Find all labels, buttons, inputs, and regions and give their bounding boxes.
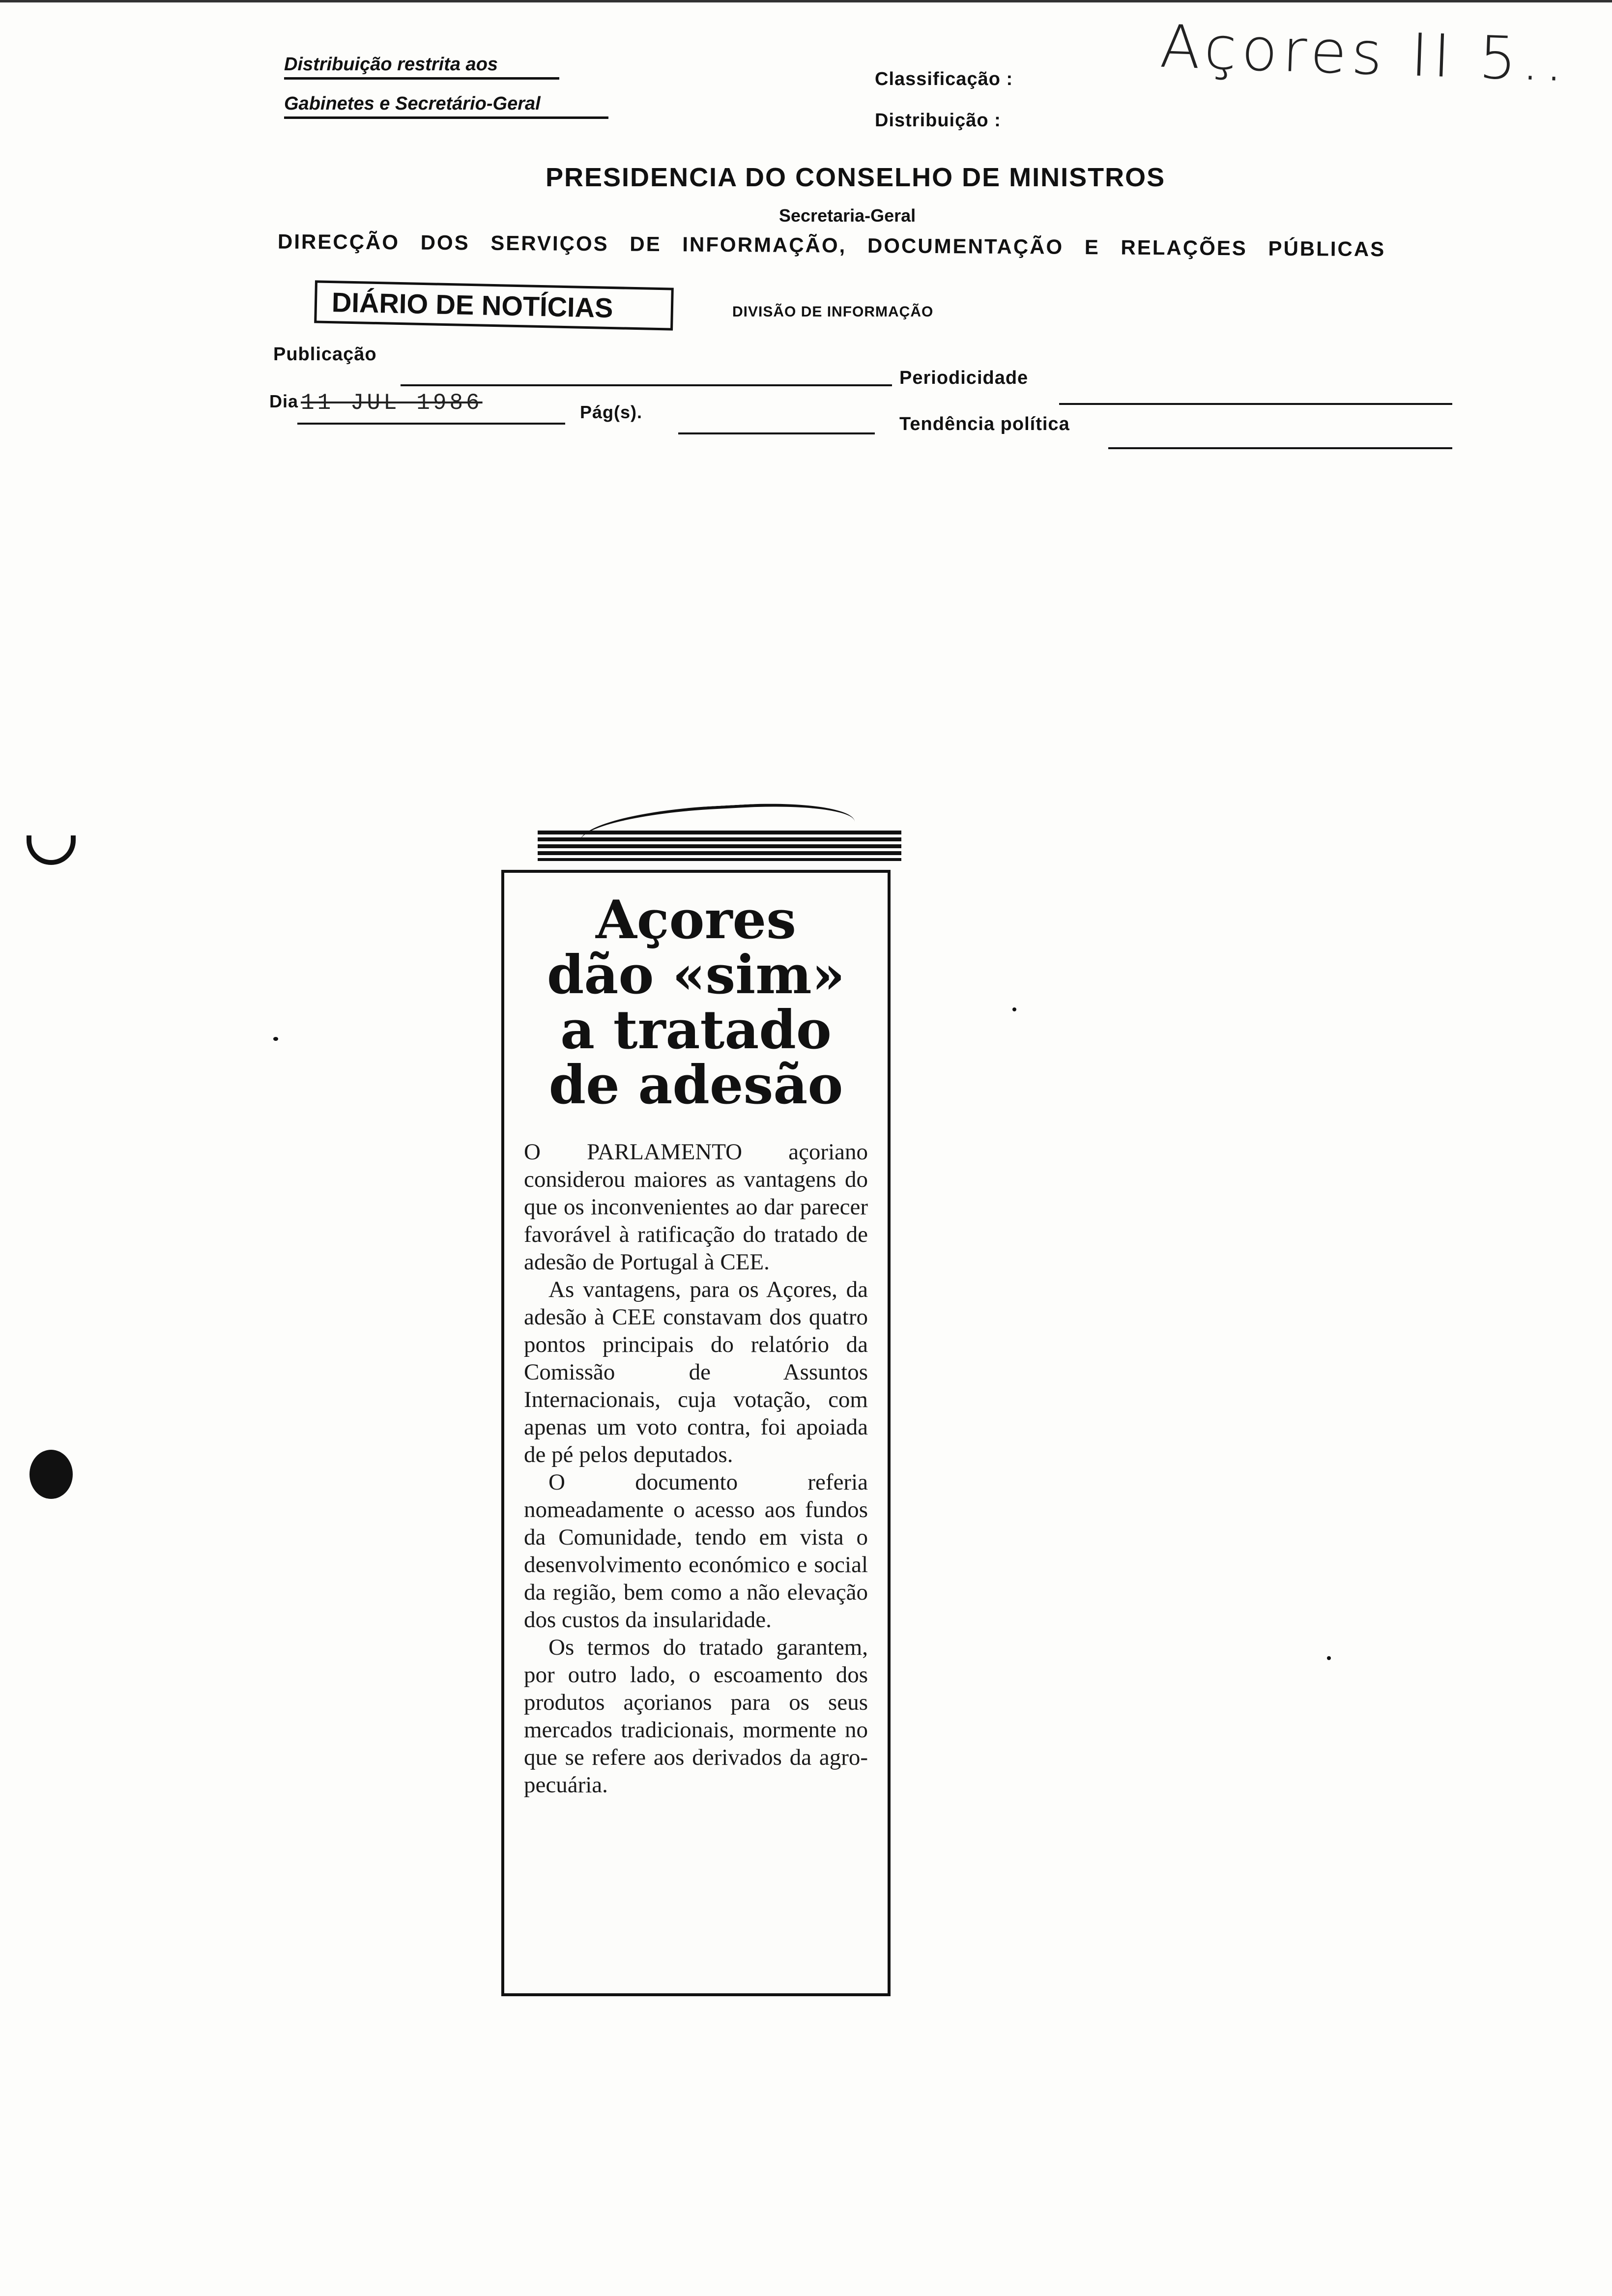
speck bbox=[273, 1037, 278, 1041]
institution-title: PRESIDENCIA DO CONSELHO DE MINISTROS bbox=[546, 163, 1166, 192]
distribuicao-label: Distribuição : bbox=[875, 110, 1001, 131]
article-paragraph: As vantagens, para os Açores, da adesão à CEE constavam dos quatro pontos principais do relatório da Comissão de Assuntos Internacionais, cuja votação, com apenas um voto contra, foi apoiada de pé pelos deputados. bbox=[524, 1277, 868, 1467]
pags-label: Pág(s). bbox=[580, 402, 643, 422]
headline-line: a tratado bbox=[560, 999, 832, 1061]
headline-line: Açores bbox=[595, 889, 796, 951]
clipping-headline bbox=[504, 889, 888, 1116]
directorate-line: DIRECÇÃO DOS SERVIÇOS DE INFORMAÇÃO, DOCUMENTAÇÃO E RELAÇÕES PÚBLICAS bbox=[277, 230, 1386, 261]
headline-line: dão «sim» bbox=[547, 944, 845, 1006]
article-paragraph: O documento referia nomeadamente o acesso aos fundos da Comunidade, tendo em vista o desenvolvimento económico e social da região, bem como a não elevação dos custos da insularidade. bbox=[524, 1469, 868, 1633]
article-paragraph: Os termos do tratado garantem, por outro lado, o escoamento dos produtos açorianos para os seus mercados tradicionais, mormente no que se refere aos derivados da agro-pecuária. bbox=[524, 1635, 868, 1798]
restriction-notice-line2: Gabinetes e Secretário-Geral bbox=[284, 93, 608, 119]
tendencia-label: Tendência política bbox=[899, 414, 1070, 434]
division-label: DIVISÃO DE INFORMAÇÃO bbox=[732, 304, 934, 320]
secretaria-geral: Secretaria-Geral bbox=[779, 205, 916, 226]
publicacao-label: Publicação bbox=[273, 344, 377, 365]
restriction-notice-line1: Distribuição restrita aos bbox=[284, 54, 559, 80]
pags-field bbox=[678, 432, 875, 434]
dia-label: Dia bbox=[269, 391, 299, 411]
classificacao-label: Classificação : bbox=[875, 69, 1013, 89]
scan-top-edge bbox=[0, 0, 1612, 2]
tendencia-field bbox=[1108, 447, 1452, 449]
periodicidade-label: Periodicidade bbox=[899, 368, 1029, 388]
periodicidade-field bbox=[1059, 403, 1452, 405]
publication-stamp: DIÁRIO DE NOTÍCIAS bbox=[314, 280, 674, 330]
clipping-article bbox=[524, 1138, 868, 1799]
article-paragraph: O PARLAMENTO açoriano considerou maiores as vantagens do que os inconvenientes ao dar parecer favorável à ratificação do tratado de adesão de Portugal à CEE. bbox=[524, 1139, 868, 1275]
ink-blot bbox=[29, 1450, 73, 1499]
newspaper-clipping bbox=[501, 870, 891, 1996]
punch-hole-mark bbox=[27, 835, 76, 865]
speck bbox=[1327, 1656, 1331, 1660]
headline-line: de adesão bbox=[548, 1054, 843, 1116]
dia-field bbox=[297, 423, 565, 425]
publicacao-field bbox=[401, 384, 892, 386]
handwritten-note: Açores II 5.. bbox=[1158, 12, 1570, 95]
speck bbox=[1012, 1007, 1016, 1011]
date-stamp: 11 JUL 1986 bbox=[301, 390, 483, 416]
